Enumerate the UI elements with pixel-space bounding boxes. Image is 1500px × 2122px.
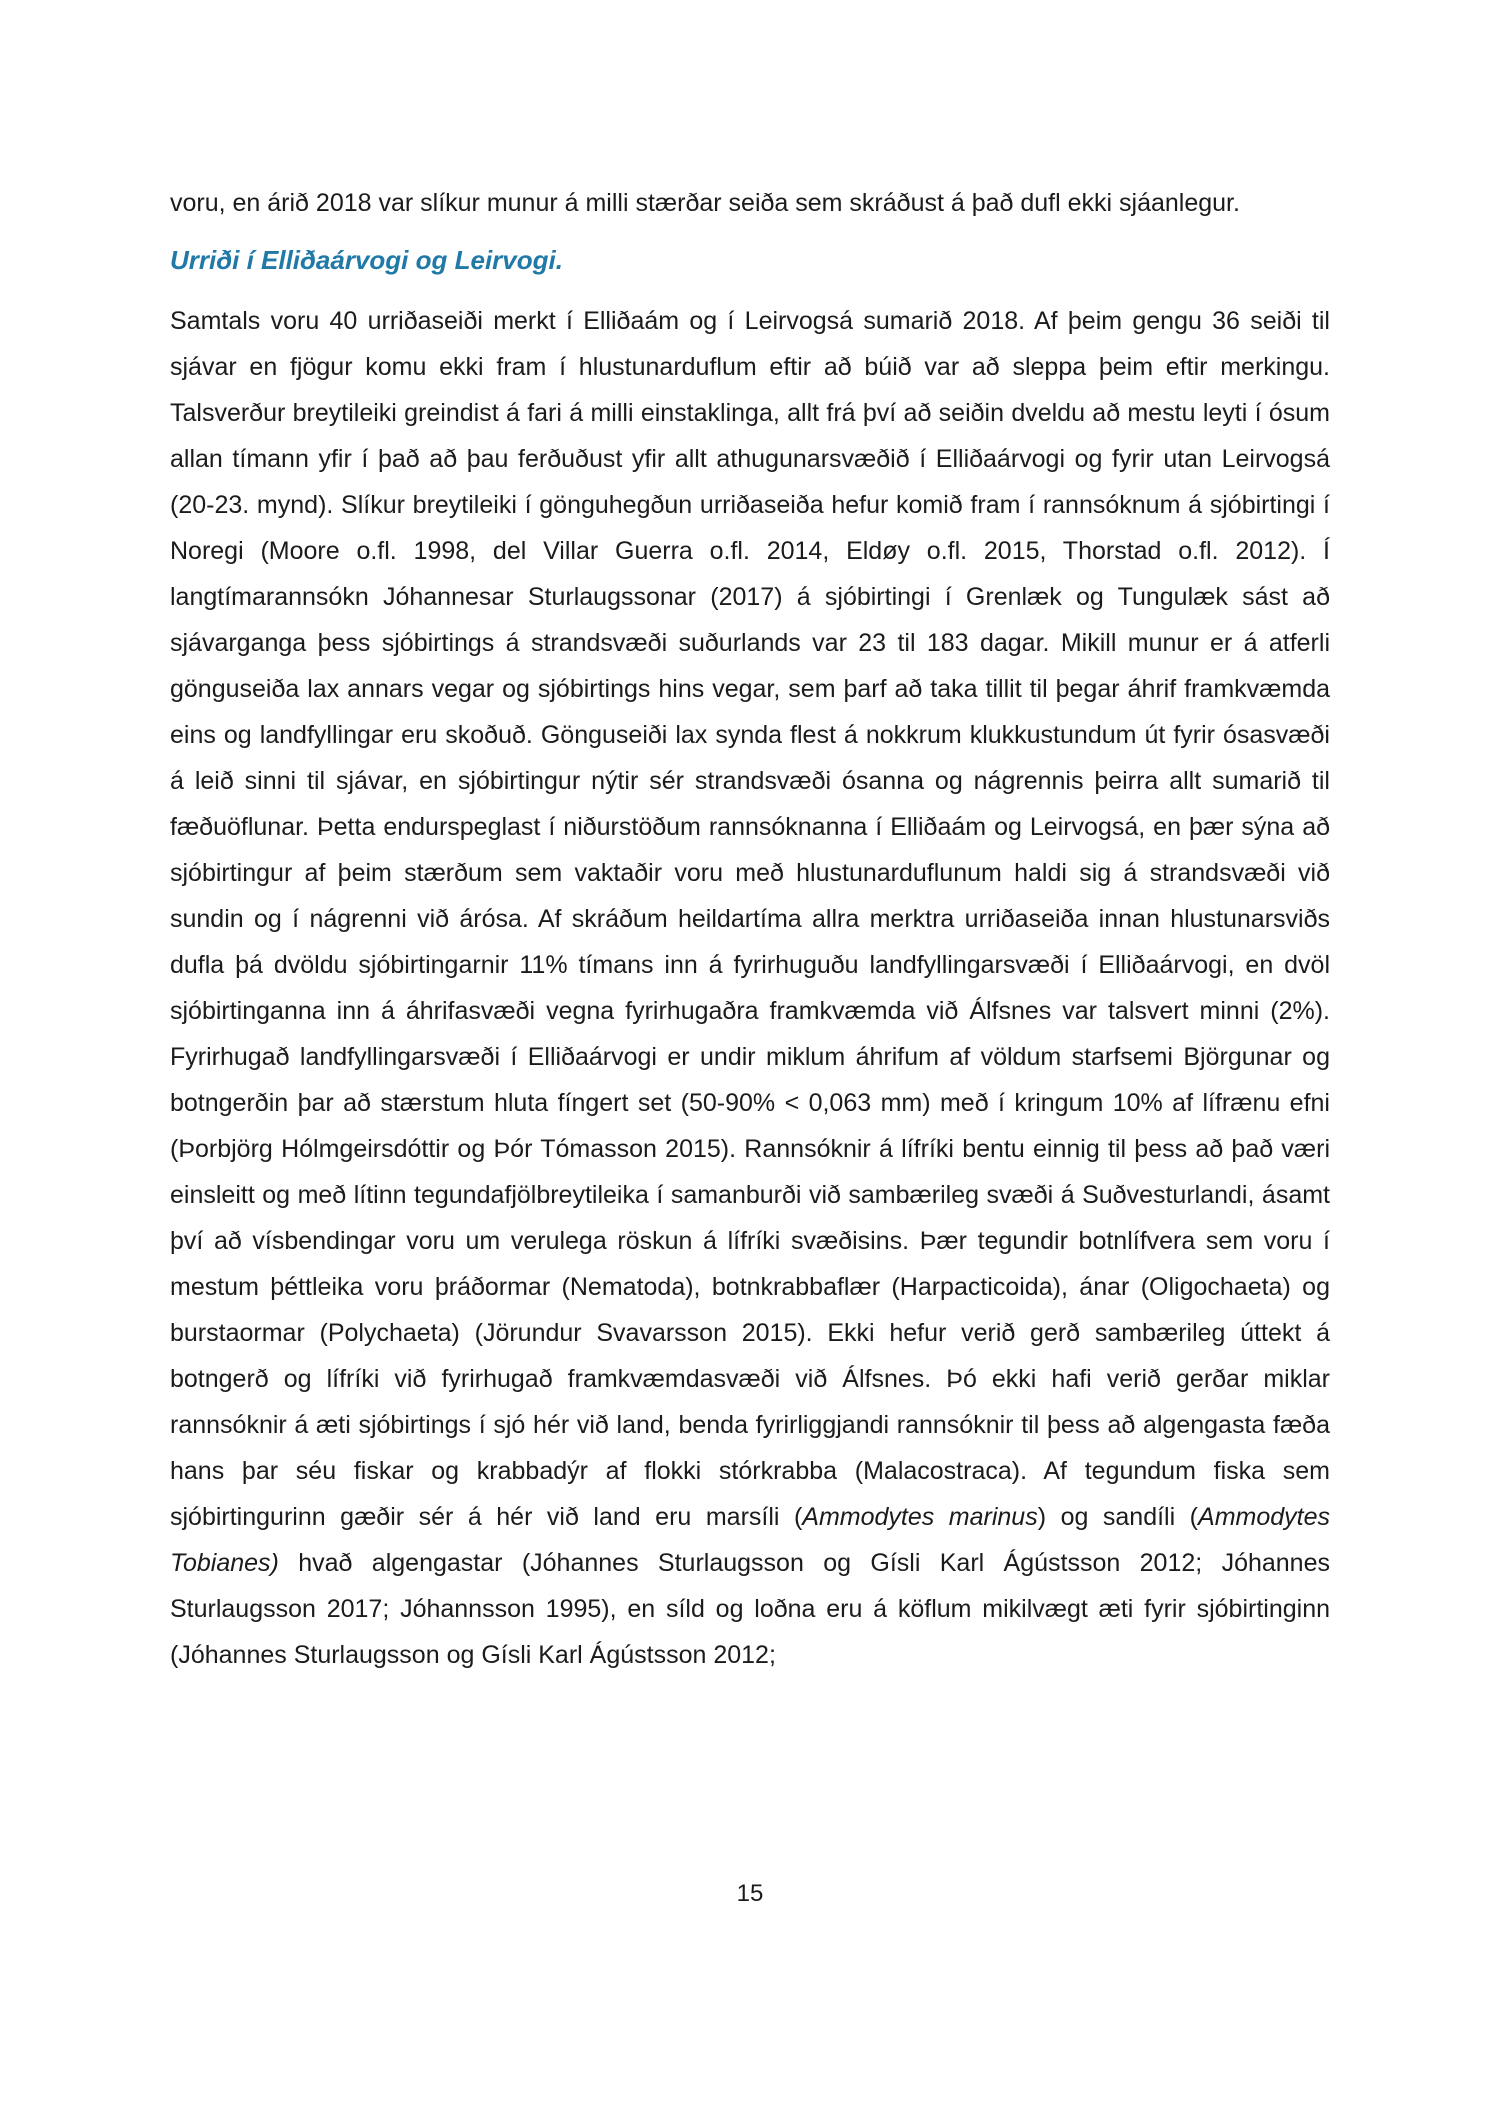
species-name-italic: Ammodytes marinus <box>802 1503 1038 1531</box>
body-text-run: ) og sandíli ( <box>1037 1503 1199 1531</box>
section-heading: Urriði í Elliðaárvogi og Leirvogi. <box>170 245 563 275</box>
body-text-run: Samtals voru 40 urriðaseiði merkt í Elliðaám og í Leirvogsá sumarið 2018. Af þeim gengu 36 seiði til sjávar en fjögur komu ekki fram í hlustunarduflum eftir að búið var að sleppa þeim eftir merkingu. Talsverður breytileiki greindist á fari á milli einstaklinga, allt frá því að seiðin dveldu að mestu leyti í ósum allan tímann yfir í það að þau ferðuðust yfir allt athugunarsvæðið í Elliðaárvogi og fyrir utan Leirvogsá (20-23. mynd). Slíkur breytileiki í gönguhegðun urriðaseiða hefur komið fram í rannsóknum á sjóbirtingi í Noregi (Moore o.fl. 1998, del Villar Guerra o.fl. 2014, Eldøy o.fl. 2015, Thorstad o.fl. 2012). Í langtímarannsókn Jóhannesar Sturlaugssonar (2017) á sjóbirtingi í Grenlæk og Tungulæk sást að sjávarganga þess sjóbirtings á strandsvæði suðurlands var 23 til 183 dagar. Mikill munur er á atferli gönguseiða lax annars vegar og sjóbirtings hins vegar, sem þarf að taka tillit til þegar áhrif framkvæmda eins og landfyllingar eru skoðuð. Gönguseiði lax synda flest á nokkrum klukkustundum út fyrir ósasvæði á leið sinni til sjávar, en sjóbirtingur nýtir sér strandsvæði ósanna og nágrennis þeirra allt sumarið til fæðuöflunar. Þetta endurspeglast í niðurstöðum rannsóknanna í Elliðaám og Leirvogsá, en þær sýna að sjóbirtingur af þeim stærðum sem vaktaðir voru með hlustunarduflunum haldi sig á strandsvæði við sundin og í nágrenni við árósa. Af skráðum heildartíma allra merktra urriðaseiða innan hlustunarsviðs dufla þá dvöldu sjóbirtingarnir 11% tímans inn á fyrirhuguðu landfyllingarsvæði í Elliðaárvogi, en dvöl sjóbirtinganna inn á áhrifasvæði vegna fyrirhugaðra framkvæmda við Álfsnes var talsvert minni (2%). Fyrirhugað landfyllingarsvæði í Elliðaárvogi er undir miklum áhrifum af völdum starfsemi Björgunar og botngerðin þar að stærstum hluta fíngert set (50-90% < 0,063 mm) með í kringum 10% af lífrænu efni (Þorbjörg Hólmgeirsdóttir og Þór Tómasson 2015). Rannsóknir á lífríki bentu einnig til þess að það væri einsleitt og með lítinn tegundafjölbreytileika í samanburði við sambærileg svæði á Suðvesturlandi, ásamt því að vísbendingar voru um verulega röskun á lífríki svæðisins. Þær tegundir botnlífvera sem voru í mestum þéttleika voru þráðormar (Nematoda), botnkrabbaflær (Harpacticoida), ánar (Oligochaeta) og burstaormar (Polychaeta) (Jörundur Svavarsson 2015). Ekki hefur verið gerð sambærileg úttekt á botngerð og lífríki við fyrirhugað framkvæmdasvæði við Álfsnes. Þó ekki hafi verið gerðar miklar rannsóknir á æti sjóbirtings í sjó hér við land, benda fyrirliggjandi rannsóknir til þess að algengasta fæða hans þar séu fiskar og krabbadýr af flokki stórkrabba (Malacostraca). Af tegundum fiska sem sjóbirtingurinn gæðir sér á hér við land eru marsíli ( <box>170 307 1330 1531</box>
page-number: 15 <box>736 1880 764 1907</box>
species-name-italic: Ammodytes Tobianes) <box>170 1503 1330 1577</box>
body-text-run: hvað algengastar (Jóhannes Sturlaugsson og Gísli Karl Ágústsson 2012; Jóhannes Sturlaugsson 2017; Jóhannsson 1995), en síld og loðna eru á köflum mikilvægt æti fyrir sjóbirtinginn (Jóhannes Sturlaugsson og Gísli Karl Ágústsson 2012; <box>170 1549 1330 1669</box>
continuation-paragraph: voru, en árið 2018 var slíkur munur á milli stærðar seiða sem skráðust á það dufl ekki sjáanlegur. <box>170 189 1240 217</box>
body-paragraph <box>170 298 1330 1678</box>
